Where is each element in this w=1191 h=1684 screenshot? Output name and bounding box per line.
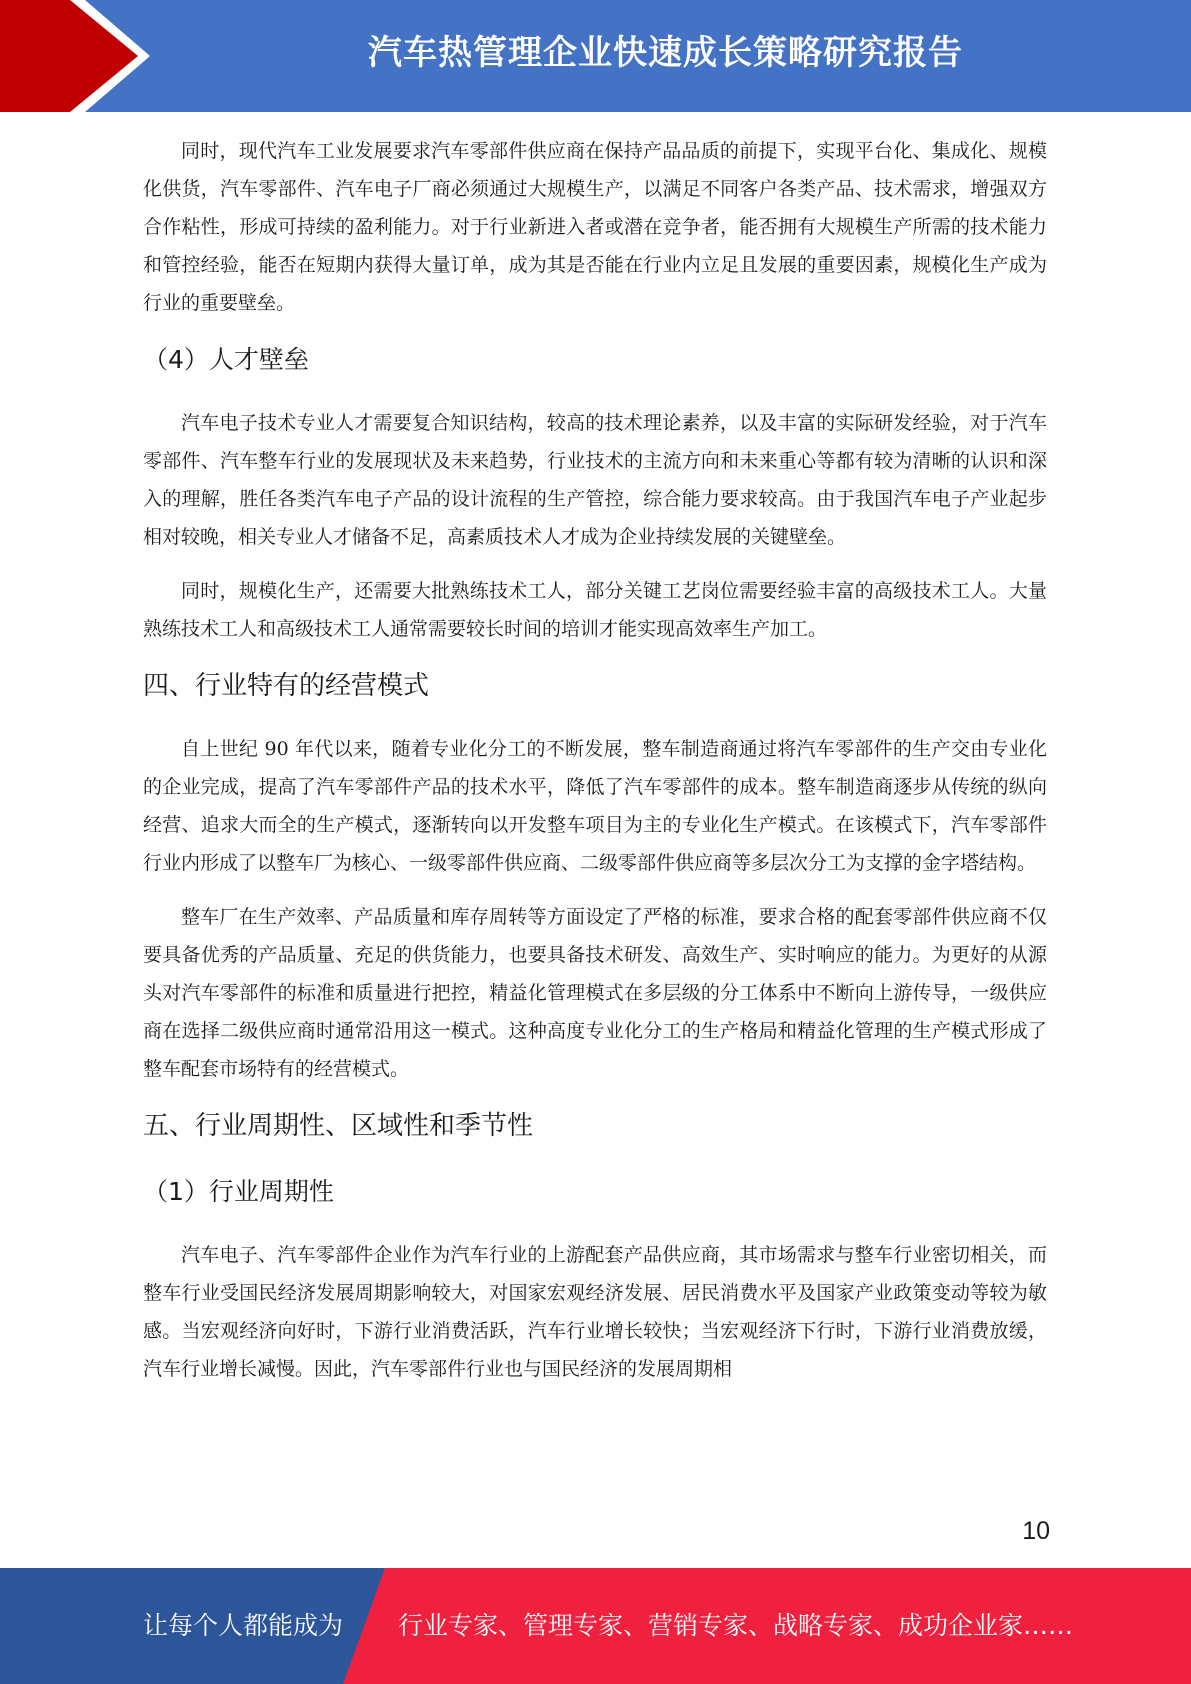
- page-footer: [0, 1568, 1191, 1684]
- heading-talent-barrier: （4）人才壁垒: [143, 345, 309, 374]
- heading-business-mode: 四、行业特有的经营模式: [143, 671, 430, 701]
- heading-cyclicality: 五、行业周期性、区域性和季节性: [143, 1111, 534, 1141]
- footer-slogan-left: 让每个人都能成为: [143, 1611, 344, 1640]
- footer-slogan-right: 行业专家、管理专家、营销专家、战略专家、成功企业家……: [398, 1611, 1074, 1640]
- page-header: [0, 0, 1191, 112]
- report-title: 汽车热管理企业快速成长策略研究报告: [368, 33, 963, 73]
- page-number: 10: [1022, 1517, 1050, 1545]
- page-body: [143, 132, 1047, 1404]
- paragraph-cycle-1: 汽车电子、汽车零部件企业作为汽车行业的上游配套产品供应商，其市场需求与整车行业密切相关，而整车行业受国民经济发展周期影响较大，对国家宏观经济发展、居民消费水平及国家产业政策变动等较为敏感。当宏观经济向好时，下游行业消费活跃，汽车行业增长较快；当宏观经济下行时，下游行业消费放缓，汽车行业增长减慢。因此，汽车零部件行业也与国民经济的发展周期相: [143, 1244, 1047, 1380]
- paragraph-talent-2: 同时，规模化生产，还需要大批熟练技术工人，部分关键工艺岗位需要经验丰富的高级技术工人。大量熟练技术工人和高级技术工人通常需要较长时间的培训才能实现高效率生产加工。: [143, 580, 1047, 640]
- paragraph-scale-production: 同时，现代汽车工业发展要求汽车零部件供应商在保持产品品质的前提下，实现平台化、集成化、规模化供货，汽车零部件、汽车电子厂商必须通过大规模生产，以满足不同客户各类产品、技术需求，增强双方合作粘性，形成可持续的盈利能力。对于行业新进入者或潜在竞争者，能否拥有大规模生产所需的技术能力和管控经验，能否在短期内获得大量订单，成为其是否能在行业内立足且发展的重要因素，规模化生产成为行业的重要壁垒。: [143, 140, 1047, 314]
- paragraph-mode-2: 整车厂在生产效率、产品质量和库存周转等方面设定了严格的标准，要求合格的配套零部件供应商不仅要具备优秀的产品质量、充足的供货能力，也要具备技术研发、高效生产、实时响应的能力。为更好的从源头对汽车零部件的标准和质量进行把控，精益化管理模式在多层级的分工体系中不断向上游传导，一级供应商在选择二级供应商时通常沿用这一模式。这种高度专业化分工的生产格局和精益化管理的生产模式形成了整车配套市场特有的经营模式。: [143, 906, 1047, 1080]
- heading-industry-cycle: （1）行业周期性: [143, 1177, 334, 1206]
- paragraph-mode-1: 自上世纪 90 年代以来，随着专业化分工的不断发展，整车制造商通过将汽车零部件的生产交由专业化的企业完成，提高了汽车零部件产品的技术水平，降低了汽车零部件的成本。整车制造商逐步从传统的纵向经营、追求大而全的生产模式，逐渐转向以开发整车项目为主的专业化生产模式。在该模式下，汽车零部件行业内形成了以整车厂为核心、一级零部件供应商、二级零部件供应商等多层次分工为支撑的金字塔结构。: [143, 738, 1047, 874]
- paragraph-talent-1: 汽车电子技术专业人才需要复合知识结构，较高的技术理论素养，以及丰富的实际研发经验，对于汽车零部件、汽车整车行业的发展现状及未来趋势，行业技术的主流方向和未来重心等都有较为清晰的认识和深入的理解，胜任各类汽车电子产品的设计流程的生产管控，综合能力要求较高。由于我国汽车电子产业起步相对较晚，相关专业人才储备不足，高素质技术人才成为企业持续发展的关键壁垒。: [143, 412, 1047, 548]
- header-chevron-icon: [0, 0, 138, 112]
